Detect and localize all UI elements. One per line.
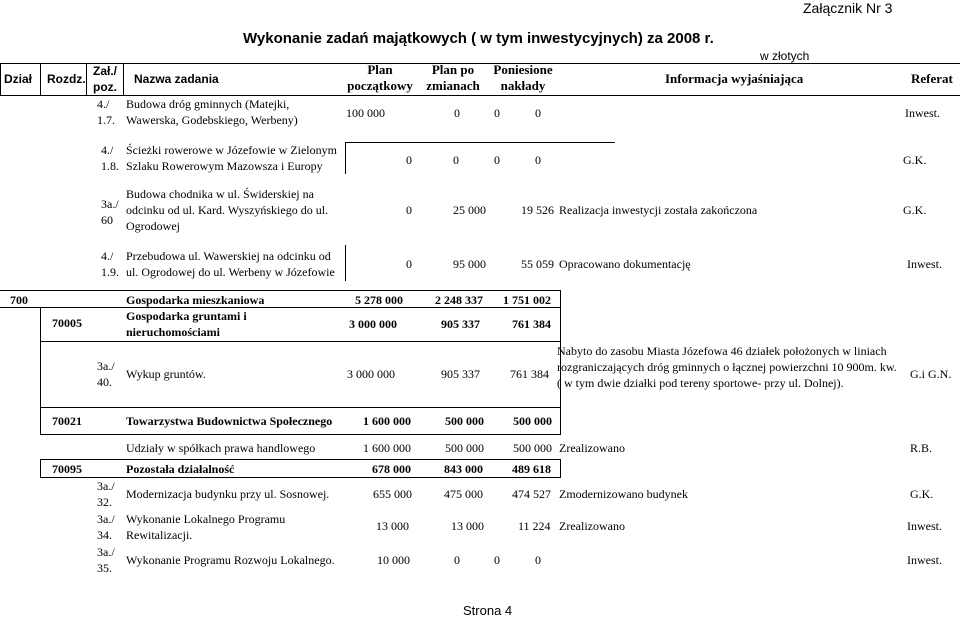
plan-po-value: 475 000 <box>444 487 483 501</box>
referat-value: G.K. <box>903 203 927 217</box>
plan-value: 13 000 <box>376 519 409 533</box>
plan-value: 0 <box>406 153 412 167</box>
task-name: Wykup gruntów. <box>126 367 206 381</box>
info-text: 0 <box>535 553 541 567</box>
plan-value: 3 000 000 <box>349 317 397 331</box>
plan-po-value: 843 000 <box>444 462 483 476</box>
header-plan: początkowy <box>347 78 413 93</box>
header-divider <box>123 63 124 96</box>
header-divider <box>86 63 87 96</box>
rozdz-code: 70095 <box>52 462 82 476</box>
row-position: 4./ <box>101 143 114 157</box>
header-bottom-border <box>0 95 960 96</box>
row-position: 32. <box>97 495 112 509</box>
plan-value: 678 000 <box>372 462 411 476</box>
row-position: 40. <box>97 375 112 389</box>
info-text: Nabyto do zasobu Miasta Józefowa 46 działek położonych w liniach rozgraniczających dróg gminnych o łącznej powierzchni 10 900m. kw. ( w tym dwie działki pod tereny sportowe- przy ul. Dolnej). <box>557 344 897 390</box>
poniesione-value: 0 <box>494 153 500 167</box>
task-name: Ścieżki rowerowe w Józefowie w Zielonym <box>126 143 337 157</box>
cell-border <box>40 407 41 435</box>
header-zal-poz: poz. <box>93 80 117 94</box>
header-dzial: Dział <box>4 72 33 86</box>
page-number: Strona 4 <box>463 603 513 618</box>
header-plan-po: zmianach <box>426 78 480 93</box>
poniesione-value: 1 751 002 <box>503 293 551 307</box>
rozdz-name: nieruchomościami <box>126 325 220 339</box>
referat-value: R.B. <box>910 441 933 455</box>
rozdz-name: Gospodarka gruntami i <box>126 309 247 323</box>
currency-note: w złotych <box>760 49 810 63</box>
task-name: Rewitalizacji. <box>126 528 193 542</box>
info-text: Zrealizowano <box>559 441 625 455</box>
plan-po-value: 905 337 <box>441 317 480 331</box>
row-position: 3a./ <box>97 359 115 373</box>
plan-value: 10 000 <box>377 553 410 567</box>
plan-value: 1 600 000 <box>363 441 411 455</box>
dzial-name: Gospodarka mieszkaniowa <box>126 293 265 307</box>
plan-po-value: 13 000 <box>451 519 484 533</box>
header-plan-po: Plan po <box>431 62 475 77</box>
poniesione-value: 489 618 <box>512 462 551 476</box>
page-title: Wykonanie zadań majątkowych ( w tym inwestycyjnych) za 2008 r. <box>243 30 714 47</box>
poniesione-value: 0 <box>494 106 500 120</box>
info-text: 0 <box>535 106 541 120</box>
poniesione-value: 11 224 <box>518 519 551 533</box>
cell-border <box>560 459 561 478</box>
plan-value: 0 <box>406 257 412 271</box>
info-text: Realizacja inwestycji została zakończona <box>559 203 758 217</box>
rozdz-name: Pozostała działalność <box>126 462 235 476</box>
task-name: Wawerska, Godebskiego, Werbeny) <box>126 113 298 127</box>
task-name: ul. Ogrodowej do ul. Werbeny w Józefowie <box>126 265 335 279</box>
header-referat: Referat <box>911 71 953 86</box>
plan-po-value: 0 <box>454 106 460 120</box>
cell-border <box>560 407 561 435</box>
dzial-code: 700 <box>10 293 28 307</box>
task-name: odcinku od ul. Kard. Wyszyńskiego do ul. <box>126 203 329 217</box>
plan-value: 0 <box>406 203 412 217</box>
header-divider <box>40 63 41 96</box>
row-position: 4./ <box>101 249 114 263</box>
row-border <box>40 477 560 478</box>
poniesione-value: 500 000 <box>513 414 552 428</box>
info-text: Zmodernizowano budynek <box>559 487 688 501</box>
row-position: 60 <box>101 213 113 227</box>
header-divider <box>0 63 1 96</box>
row-border <box>40 407 560 408</box>
referat-value: G.K. <box>903 153 927 167</box>
info-text: 0 <box>535 153 541 167</box>
row-border <box>40 434 560 435</box>
row-border <box>0 307 560 308</box>
header-rozdz: Rozdz. <box>47 72 86 86</box>
poniesione-value: 0 <box>494 553 500 567</box>
task-name: Przebudowa ul. Wawerskiej na odcinku od <box>126 249 331 263</box>
header-poniesione: nakłady <box>500 78 546 93</box>
row-position: 35. <box>97 561 112 575</box>
header-poniesione: Poniesione <box>493 62 553 77</box>
poniesione-value: 761 384 <box>510 367 549 381</box>
referat-value: G.i G.N. <box>910 367 952 381</box>
plan-po-value: 25 000 <box>453 203 486 217</box>
referat-value: Inwest. <box>907 519 942 533</box>
header-nazwa: Nazwa zadania <box>134 72 219 86</box>
rozdz-code: 70005 <box>52 316 82 330</box>
annex-label: Załącznik Nr 3 <box>803 0 893 16</box>
header-zal-poz: Zał./ <box>93 64 118 78</box>
referat-value: Inwest. <box>905 106 940 120</box>
task-name: Budowa dróg gminnych (Matejki, <box>126 97 290 111</box>
plan-po-value: 905 337 <box>441 367 480 381</box>
task-name: Modernizacja budynku przy ul. Sosnowej. <box>126 487 330 501</box>
row-position: 4./ <box>97 97 110 111</box>
row-position: 1.7. <box>97 113 115 127</box>
row-position: 3a./ <box>97 512 115 526</box>
poniesione-value: 761 384 <box>512 317 551 331</box>
cell-border <box>40 459 41 478</box>
plan-po-value: 95 000 <box>453 257 486 271</box>
poniesione-value: 500 000 <box>513 441 552 455</box>
poniesione-value: 474 527 <box>512 487 551 501</box>
info-text: Zrealizowano <box>559 519 625 533</box>
plan-value: 3 000 000 <box>347 367 395 381</box>
plan-po-value: 500 000 <box>445 414 484 428</box>
plan-po-value: 0 <box>453 153 459 167</box>
row-border <box>40 341 560 342</box>
info-text: Opracowano dokumentację <box>559 257 691 271</box>
cell-border <box>345 245 346 281</box>
row-position: 1.8. <box>101 159 119 173</box>
plan-value: 1 600 000 <box>363 414 411 428</box>
rozdz-name: Towarzystwa Budownictwa Społecznego <box>126 414 333 428</box>
referat-value: Inwest. <box>907 257 942 271</box>
plan-value: 5 278 000 <box>355 293 403 307</box>
rozdz-code: 70021 <box>52 414 82 428</box>
row-position: 3a./ <box>97 479 115 493</box>
plan-po-value: 0 <box>454 553 460 567</box>
plan-po-value: 500 000 <box>445 441 484 455</box>
plan-po-value: 2 248 337 <box>435 293 483 307</box>
plan-value: 655 000 <box>373 487 412 501</box>
task-name: Szlaku Rowerowym Mazowsza i Europy <box>126 159 323 173</box>
row-position: 3a./ <box>101 197 119 211</box>
row-border <box>40 459 560 460</box>
referat-value: Inwest. <box>907 553 942 567</box>
cell-border <box>345 142 346 174</box>
plan-value: 100 000 <box>346 106 385 120</box>
row-position: 1.9. <box>101 265 119 279</box>
task-name: Ogrodowej <box>126 219 180 233</box>
referat-value: G.K. <box>910 487 934 501</box>
row-position: 34. <box>97 528 112 542</box>
task-name: Wykonanie Programu Rozwoju Lokalnego. <box>126 553 335 567</box>
task-name: Budowa chodnika w ul. Świderskiej na <box>126 187 314 201</box>
poniesione-value: 19 526 <box>521 203 554 217</box>
task-name: Udziały w spółkach prawa handlowego <box>126 441 316 455</box>
row-border <box>0 290 560 291</box>
poniesione-value: 55 059 <box>521 257 554 271</box>
header-plan: Plan <box>367 62 393 77</box>
row-position: 3a./ <box>97 545 115 559</box>
cell-border <box>40 307 41 407</box>
cell-border <box>345 142 615 143</box>
header-informacja: Informacja wyjaśniająca <box>665 71 804 86</box>
task-name: Wykonanie Lokalnego Programu <box>126 512 286 526</box>
